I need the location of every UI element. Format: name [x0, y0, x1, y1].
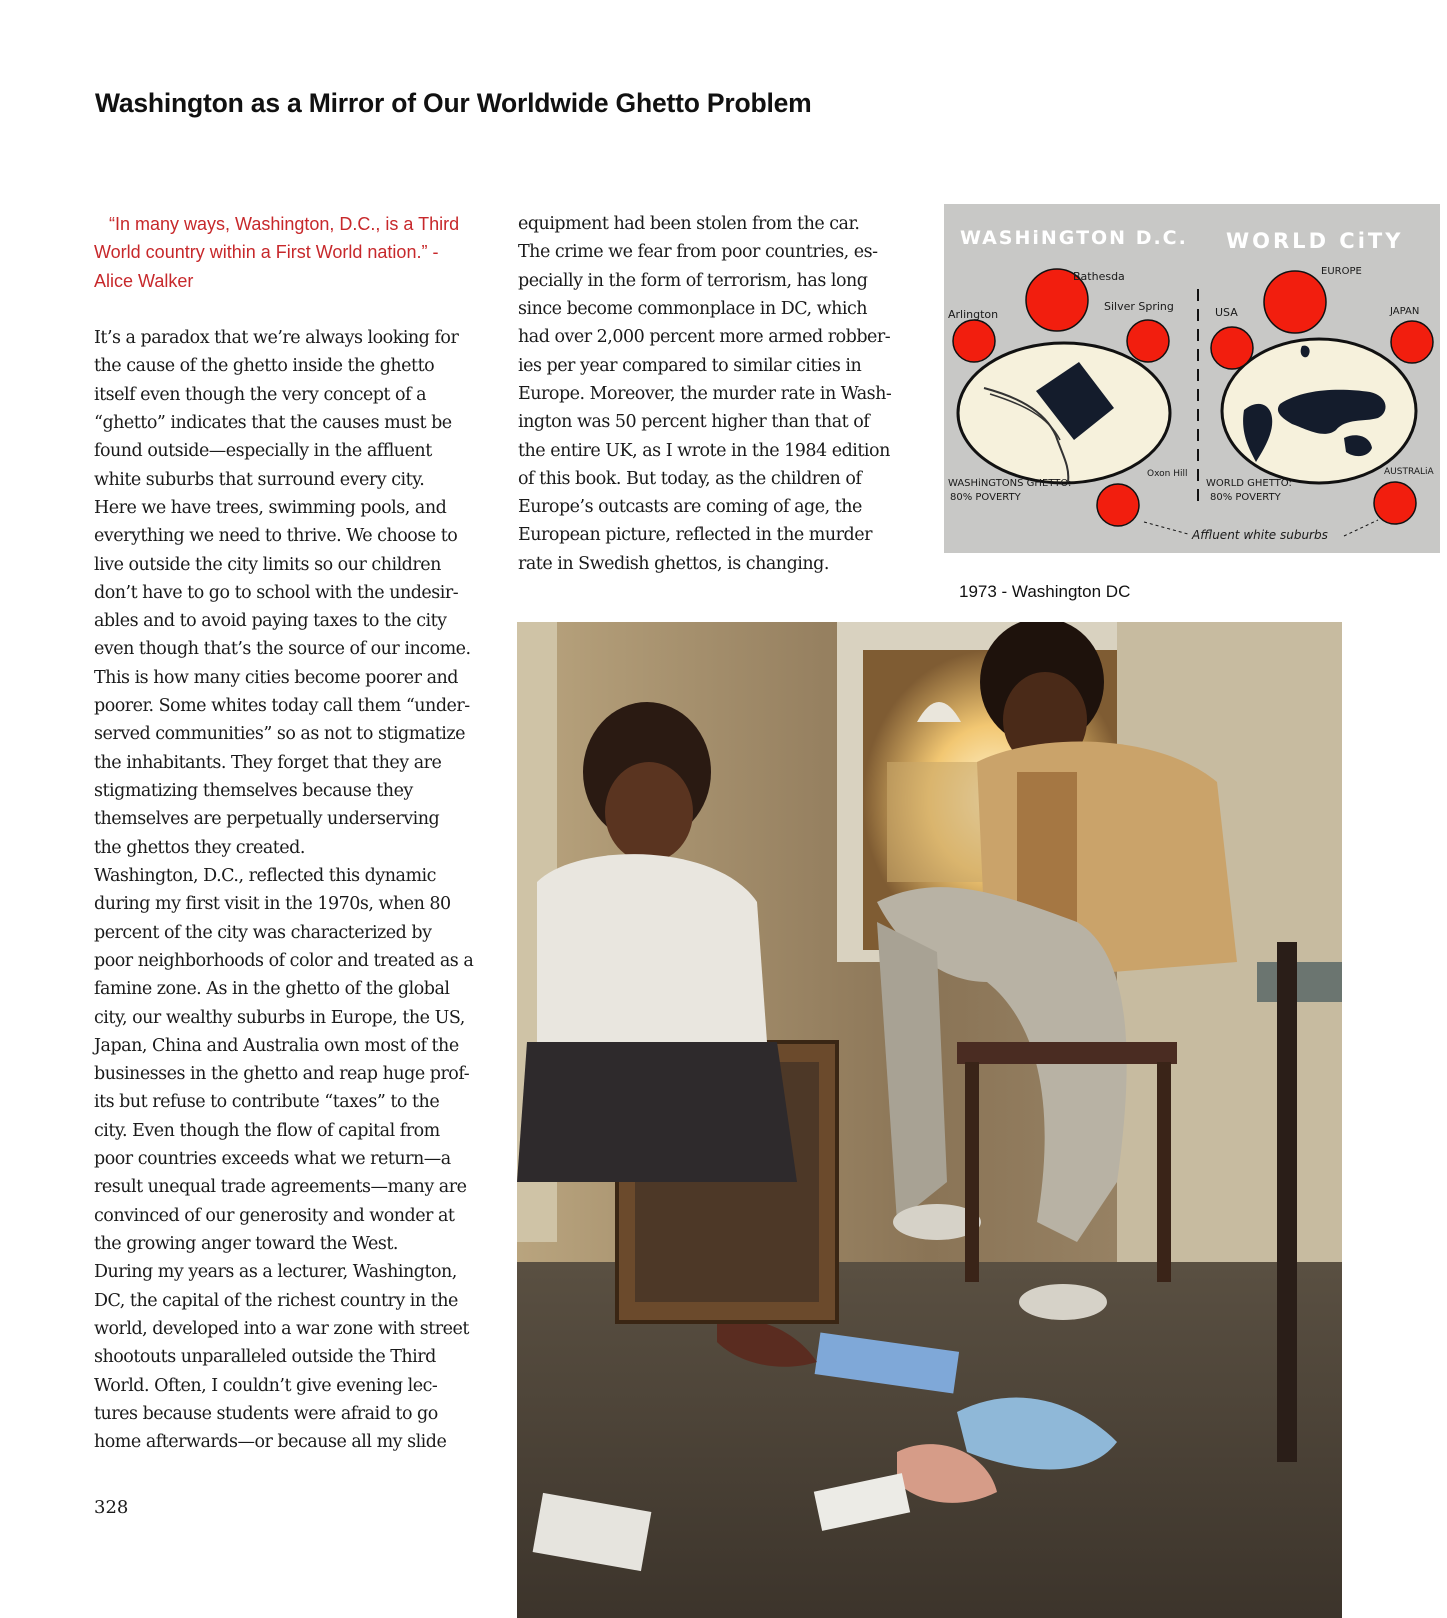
washington-world-city-diagram — [944, 204, 1440, 553]
text-line: ables and to avoid paying taxes to the city — [94, 611, 447, 632]
text-line: During my years as a lecturer, Washington, — [94, 1262, 457, 1283]
text-line: equipment had been stolen from the car. — [518, 214, 860, 234]
text-line: itself even though the very concept of a — [94, 384, 427, 405]
quote-line: “In many ways, Washington, D.C., is a Third — [94, 214, 460, 234]
right-heading: WORLD CiTY — [1226, 229, 1404, 253]
body-text-column-2 — [518, 210, 928, 578]
text-line: during my first visit in the 1970s, when 80 — [94, 894, 451, 915]
label-bethesda: Bathesda — [1073, 270, 1125, 283]
text-line: tures because students were afraid to go — [94, 1403, 438, 1424]
text-line: even though that’s the source of our income. — [94, 639, 471, 660]
body-text-column-1 — [94, 324, 504, 1457]
text-line: ington was 50 percent higher than that of — [518, 412, 870, 433]
text-line: convinced of our generosity and wonder at — [94, 1205, 455, 1226]
usa-dot — [1211, 327, 1253, 369]
quote-line: World country within a First World nation.” - — [94, 242, 439, 263]
text-line: ies per year compared to similar cities in — [518, 355, 862, 376]
text-line: DC, the capital of the richest country in the — [94, 1290, 458, 1311]
text-line: rate in Swedish ghettos, is changing. — [518, 553, 829, 574]
label-silver-spring: Silver Spring — [1104, 300, 1174, 313]
text-line: poor neighborhoods of color and treated as a — [94, 950, 474, 971]
text-line: the growing anger toward the West. — [94, 1234, 398, 1254]
page-number: 328 — [94, 1497, 129, 1518]
epigraph-quote — [94, 210, 494, 295]
silver-spring-dot — [1127, 320, 1169, 362]
text-line: poor countries exceeds what we return—a — [94, 1149, 451, 1170]
text-line: city, our wealthy suburbs in Europe, the US, — [94, 1007, 465, 1028]
label-washington-poverty: 80% POVERTY — [950, 492, 1021, 503]
diagram-caption: 1973 - Washington DC — [959, 582, 1131, 601]
text-line: poorer. Some whites today call them “under- — [94, 696, 470, 717]
japan-dot — [1391, 321, 1433, 363]
text-line: result unequal trade agreements—many are — [94, 1177, 467, 1198]
text-line: live outside the city limits so our children — [94, 554, 441, 575]
text-line: home afterwards—or because all my slide — [94, 1432, 447, 1453]
text-line: famine zone. As in the ghetto of the global — [94, 979, 450, 1000]
text-line: This is how many cities become poorer and — [94, 667, 458, 688]
text-line: percent of the city was characterized by — [94, 922, 432, 943]
text-line: white suburbs that surround every city. — [94, 469, 425, 490]
label-japan: JAPAN — [1390, 306, 1420, 317]
text-line: Europe. Moreover, the murder rate in Wash- — [518, 383, 892, 404]
text-line: the inhabitants. They forget that they are — [94, 752, 442, 773]
text-line: stigmatizing themselves because they — [94, 781, 413, 801]
label-affluent-white-suburbs: Affluent white suburbs — [1192, 528, 1328, 542]
text-line: of this book. But today, as the children of — [518, 468, 862, 489]
label-usa: USA — [1215, 306, 1238, 319]
label-arlington: Arlington — [948, 308, 999, 321]
text-line: The crime we fear from poor countries, es- — [518, 242, 878, 263]
text-line: the cause of the ghetto inside the ghetto — [94, 356, 435, 377]
text-line: since become commonplace in DC, which — [518, 298, 868, 319]
text-line: found outside—especially in the affluent — [94, 441, 432, 462]
left-heading: WASHiNGTON D.C. — [960, 227, 1188, 249]
photograph-two-men-in-room — [517, 622, 1342, 1618]
text-line: Japan, China and Australia own most of the — [94, 1035, 459, 1056]
chair-seat — [957, 1042, 1177, 1064]
text-line: the ghettos they created. — [94, 837, 305, 858]
australia-dot — [1374, 482, 1416, 524]
text-line: served communities” so as not to stigmatize — [94, 724, 465, 745]
text-line: Here we have trees, swimming pools, and — [94, 497, 447, 518]
text-line: It’s a paradox that we’re always looking for — [94, 328, 459, 348]
text-line: “ghetto” indicates that the causes must be — [94, 412, 452, 433]
text-line: its but refuse to contribute “taxes” to the — [94, 1092, 440, 1113]
label-europe: EUROPE — [1321, 266, 1362, 277]
text-line: shootouts unparalleled outside the Third — [94, 1347, 436, 1368]
text-line: pecially in the form of terrorism, has long — [518, 270, 868, 291]
text-line: everything we need to thrive. We choose to — [94, 526, 458, 547]
left-man-shirt — [537, 854, 767, 1052]
page-title: Washington as a Mirror of Our Worldwide Ghetto Problem — [95, 88, 812, 118]
text-line: the entire UK, as I wrote in the 1984 edition — [518, 440, 890, 461]
text-line: world, developed into a war zone with street — [94, 1318, 469, 1339]
europe-dot — [1264, 271, 1326, 333]
text-line: city. Even though the flow of capital from — [94, 1120, 440, 1141]
label-world-ghetto: WORLD GHETTO: — [1206, 478, 1292, 489]
text-line: Washington, D.C., reflected this dynamic — [94, 865, 436, 886]
label-washington-ghetto: WASHiNGTONS GHETTO: — [948, 478, 1072, 489]
label-world-poverty: 80% POVERTY — [1210, 492, 1281, 503]
arlington-dot — [953, 320, 995, 362]
text-line: European picture, reflected in the murder — [518, 525, 872, 546]
text-line: had over 2,000 percent more armed robber- — [518, 327, 891, 348]
label-oxon-hill: Oxon Hill — [1147, 469, 1188, 479]
text-line: World. Often, I couldn’t give evening lec- — [94, 1375, 438, 1396]
label-australia: AUSTRALiA — [1384, 467, 1434, 477]
text-line: themselves are perpetually underserving — [94, 809, 440, 830]
text-line: don’t have to go to school with the undesir- — [94, 582, 459, 603]
quote-line: Alice Walker — [94, 270, 194, 291]
text-line: Europe’s outcasts are coming of age, the — [518, 497, 862, 518]
text-line: businesses in the ghetto and reap huge prof- — [94, 1064, 470, 1085]
oxon-hill-dot — [1097, 484, 1139, 526]
